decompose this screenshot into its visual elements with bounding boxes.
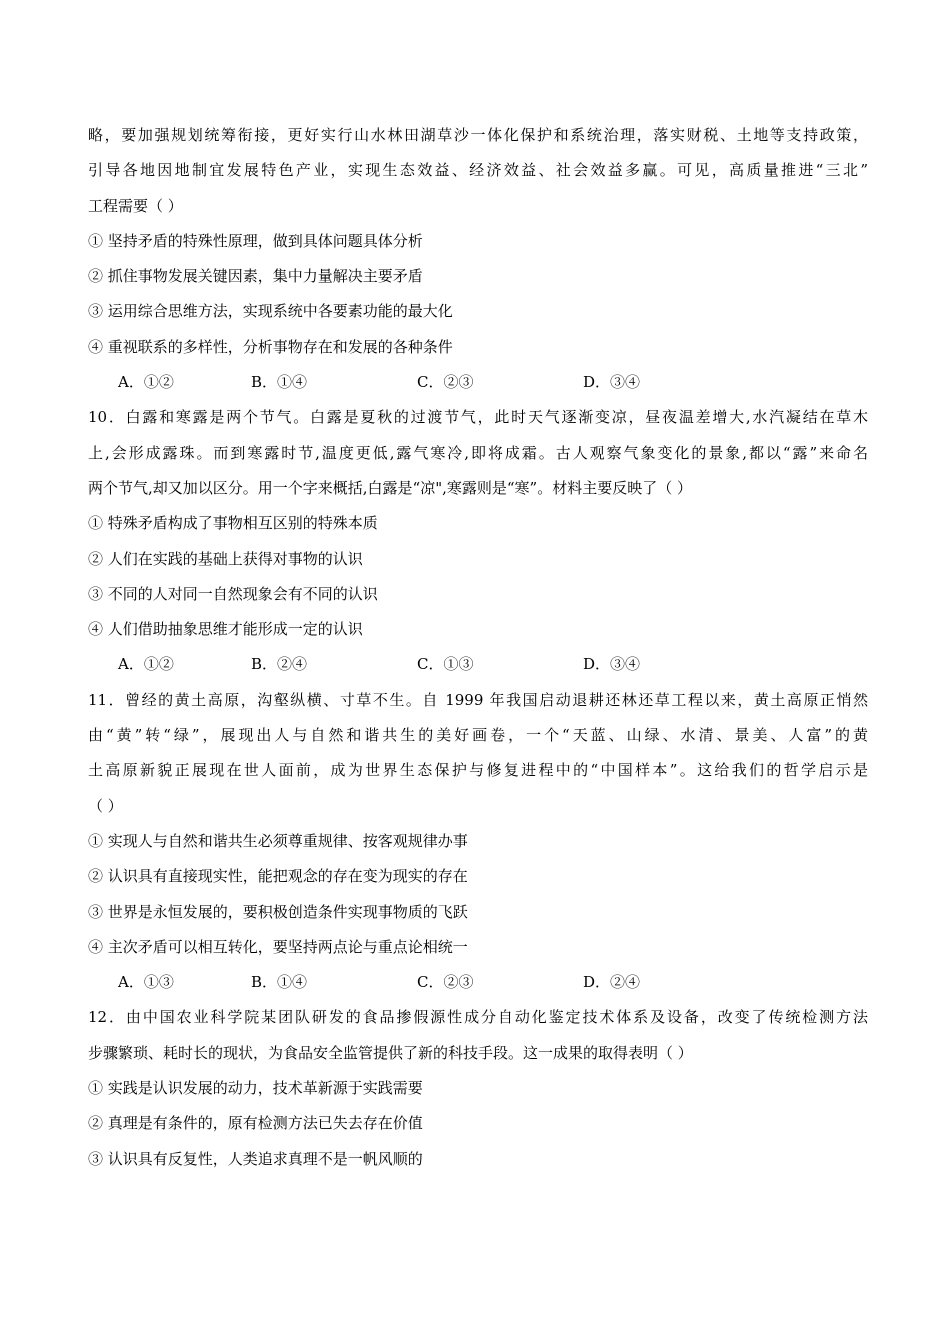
page-content (88, 118, 868, 1177)
statement-1: ① 特殊矛盾构成了事物相互区别的特殊本质 (88, 514, 378, 533)
question-stem-line: 11．曾经的黄土高原，沟壑纵横、寸草不生。自 1999 年我国启动退耕还林还草工程以来，黄土高原正悄然 (88, 690, 868, 709)
statement-3: ③ 世界是永恒发展的，要积极创造条件实现事物质的飞跃 (88, 902, 468, 921)
question-stem-line: 两个节气,却又加以区分。用一个字来概括,白露是“凉",寒露则是“寒”。材料主要反映了（ ） (88, 478, 692, 497)
option-d[interactable]: D．③④ (583, 373, 641, 392)
option-b[interactable]: B．①④ (251, 973, 308, 992)
statement-2: ② 真理是有条件的，原有检测方法已失去存在价值 (88, 1114, 423, 1133)
question-9 (88, 118, 868, 400)
question-10 (88, 400, 868, 682)
question-stem-line: 工程需要（ ） (88, 196, 183, 215)
statement-2: ② 认识具有直接现实性，能把观念的存在变为现实的存在 (88, 867, 468, 886)
option-d[interactable]: D．③④ (583, 655, 641, 674)
question-stem-line: 上,会形成露珠。而到寒露时节,温度更低,露气寒冷,即将成霜。古人观察气象变化的景象,都以“露”来命名 (88, 443, 868, 462)
statement-3: ③ 运用综合思维方法，实现系统中各要素功能的最大化 (88, 302, 453, 321)
statement-3: ③ 认识具有反复性，人类追求真理不是一帆风顺的 (88, 1149, 423, 1168)
question-stem-line: 土高原新貌正展现在世人面前，成为世界生态保护与修复进程中的“中国样本”。这给我们的哲学启示是 (88, 761, 868, 780)
option-a[interactable]: A．①③ (118, 973, 174, 992)
option-c[interactable]: C．①③ (417, 655, 474, 674)
option-a[interactable]: A．①② (118, 655, 174, 674)
statement-2: ② 人们在实践的基础上获得对事物的认识 (88, 549, 363, 568)
question-stem-line: 步骤繁琐、耗时长的现状，为食品安全监管提供了新的科技手段。这一成果的取得表明（ ） (88, 1043, 693, 1062)
question-stem-line: （ ） (88, 796, 123, 815)
option-b[interactable]: B．①④ (251, 373, 308, 392)
option-c[interactable]: C．②③ (417, 373, 474, 392)
statement-2: ② 抓住事物发展关键因素，集中力量解决主要矛盾 (88, 267, 423, 286)
question-stem-line: 12．由中国农业科学院某团队研发的食品掺假源性成分自动化鉴定技术体系及设备，改变了传统检测方法 (88, 1008, 868, 1027)
question-stem-line: 10．白露和寒露是两个节气。白露是夏秋的过渡节气，此时天气逐渐变凉，昼夜温差增大,水汽凝结在草木 (88, 408, 868, 427)
statement-3: ③ 不同的人对同一自然现象会有不同的认识 (88, 584, 378, 603)
answer-options (88, 365, 868, 400)
question-12 (88, 1000, 868, 1176)
statement-1: ① 实现人与自然和谐共生必须尊重规律、按客观规律办事 (88, 831, 468, 850)
statement-1: ① 实践是认识发展的动力，技术革新源于实践需要 (88, 1079, 423, 1098)
option-a[interactable]: A．①② (118, 373, 174, 392)
option-d[interactable]: D．②④ (583, 973, 641, 992)
answer-options (88, 965, 868, 1000)
question-11 (88, 683, 868, 1001)
statement-4: ④ 主次矛盾可以相互转化，要坚持两点论与重点论相统一 (88, 937, 468, 956)
statement-1: ① 坚持矛盾的特殊性原理，做到具体问题具体分析 (88, 231, 423, 250)
question-stem-line: 略，要加强规划统筹衔接，更好实行山水林田湖草沙一体化保护和系统治理，落实财税、土地等支持政策， (88, 126, 868, 144)
question-stem-line: 引导各地因地制宜发展特色产业，实现生态效益、经济效益、社会效益多赢。可见，高质量推进“三北” (88, 161, 868, 180)
option-c[interactable]: C．②③ (417, 973, 474, 992)
option-b[interactable]: B．②④ (251, 655, 308, 674)
statement-4: ④ 人们借助抽象思维才能形成一定的认识 (88, 620, 363, 639)
statement-4: ④ 重视联系的多样性，分析事物存在和发展的各种条件 (88, 337, 453, 356)
question-stem-line: 由“黄”转“绿”，展现出人与自然和谐共生的美好画卷，一个“天蓝、山绿、水清、景美、人富”的黄 (88, 726, 868, 745)
answer-options (88, 647, 868, 682)
